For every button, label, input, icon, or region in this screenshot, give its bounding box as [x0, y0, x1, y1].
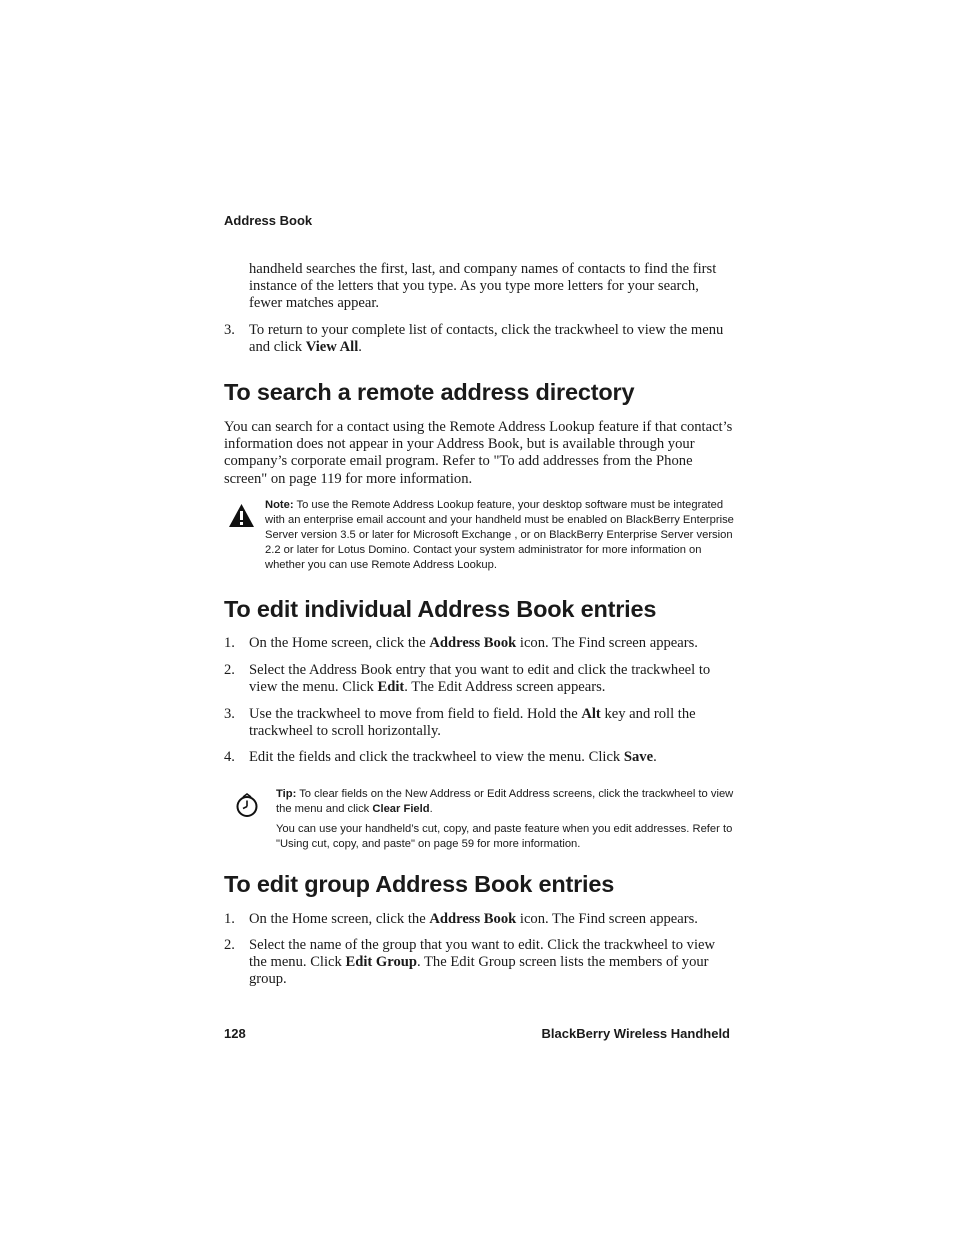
- heading-search-remote-directory: To search a remote address directory: [224, 379, 635, 405]
- ui-term: Alt: [581, 706, 601, 722]
- edit-individual-step-2: [224, 662, 734, 696]
- edit-individual-step-3: [224, 706, 734, 740]
- step-number: 2.: [224, 662, 235, 678]
- note-callout: [265, 498, 735, 573]
- note-label: Note:: [265, 499, 294, 511]
- edit-group-step-2: [224, 937, 734, 989]
- tip-label: Tip:: [276, 788, 297, 800]
- edit-individual-step-1: [224, 635, 734, 652]
- running-head: Address Book: [224, 213, 313, 228]
- book-title: BlackBerry Wireless Handheld: [541, 1026, 730, 1041]
- step-text: On the Home screen, click the: [249, 911, 430, 927]
- intro-step-3: [224, 322, 734, 356]
- step-text: Select the Address Book entry that you want to edit and click the trackwheel to view the menu. Click: [249, 662, 711, 696]
- step-text: To return to your complete list of contacts, click the trackwheel to view the menu and click: [249, 322, 724, 356]
- ui-term-view-all: View All: [305, 339, 359, 356]
- step-text: Select the name of the group that you want to edit. Click the trackwheel to view the menu. Click: [249, 937, 716, 971]
- tip-text-end: .: [429, 803, 433, 815]
- intro-continuation: handheld searches the first, last, and company names of contacts to find the first instance of the letters that you type. As you type more letters for your search, fewer matches appear.: [249, 261, 717, 312]
- ui-term-clear-field: Clear Field: [372, 803, 430, 815]
- step-text-end: . The Edit Address screen appears.: [404, 679, 606, 696]
- tip-text: To clear fields on the New Address or Edit Address screens, click the trackwheel to view the menu and click: [276, 788, 734, 815]
- remote-lookup-paragraph: You can search for a contact using the Remote Address Lookup feature if that contact’s information does not appear in your Address Book, but is available through your company’s corporate email program. Refer to "To add addresses from the Phone screen" on page 119 for more information.: [224, 419, 733, 487]
- tip-callout: [276, 787, 734, 852]
- step-number: 1.: [224, 635, 235, 651]
- heading-edit-individual-entries: To edit individual Address Book entries: [224, 596, 657, 622]
- warning-icon: [228, 503, 255, 528]
- step-text-end: icon. The Find screen appears.: [516, 911, 698, 927]
- step-number: 4.: [224, 749, 235, 765]
- step-number: 2.: [224, 937, 235, 953]
- edit-individual-step-4: [224, 749, 734, 766]
- ui-term: Address Book: [429, 911, 517, 927]
- tip-text-2: You can use your handheld’s cut, copy, and paste feature when you edit addresses. Refer to "Using cut, copy, and paste" on page 59 for more information.: [276, 823, 733, 850]
- step-text: Use the trackwheel to move from field to field. Hold the: [249, 706, 582, 722]
- heading-edit-group-entries: To edit group Address Book entries: [224, 871, 615, 897]
- step-text-end: icon. The Find screen appears.: [516, 635, 698, 651]
- page-number: 128: [224, 1026, 246, 1041]
- tip-clock-icon: [234, 793, 260, 817]
- step-number: 3.: [224, 322, 235, 338]
- step-text-end: .: [358, 339, 362, 356]
- step-text-end: . The Edit Group screen lists the members of your group.: [249, 954, 709, 988]
- step-text-end: key and roll the trackwheel to scroll horizontally.: [249, 706, 696, 740]
- step-text: On the Home screen, click the: [249, 635, 430, 651]
- step-number: 1.: [224, 911, 235, 927]
- ui-term: Edit Group: [345, 954, 417, 971]
- ui-term: Save: [623, 749, 654, 765]
- ui-term: Address Book: [429, 635, 517, 651]
- step-number: 3.: [224, 706, 235, 722]
- edit-group-step-1: [224, 911, 734, 928]
- ui-term: Edit: [377, 679, 405, 696]
- step-text-end: .: [653, 749, 657, 765]
- note-text: To use the Remote Address Lookup feature, your desktop software must be integrated with an enterprise email account and your handheld must be enabled on BlackBerry Enterprise Server version 3.5 or later for Microsoft Exchange , or on BlackBerry Enterprise Server version 2.2 or later for Lotus Domino. Contact your system administrator for more information on whether you can use Remote Address Lookup.: [265, 499, 734, 571]
- step-text: Edit the fields and click the trackwheel to view the menu. Click: [249, 749, 624, 765]
